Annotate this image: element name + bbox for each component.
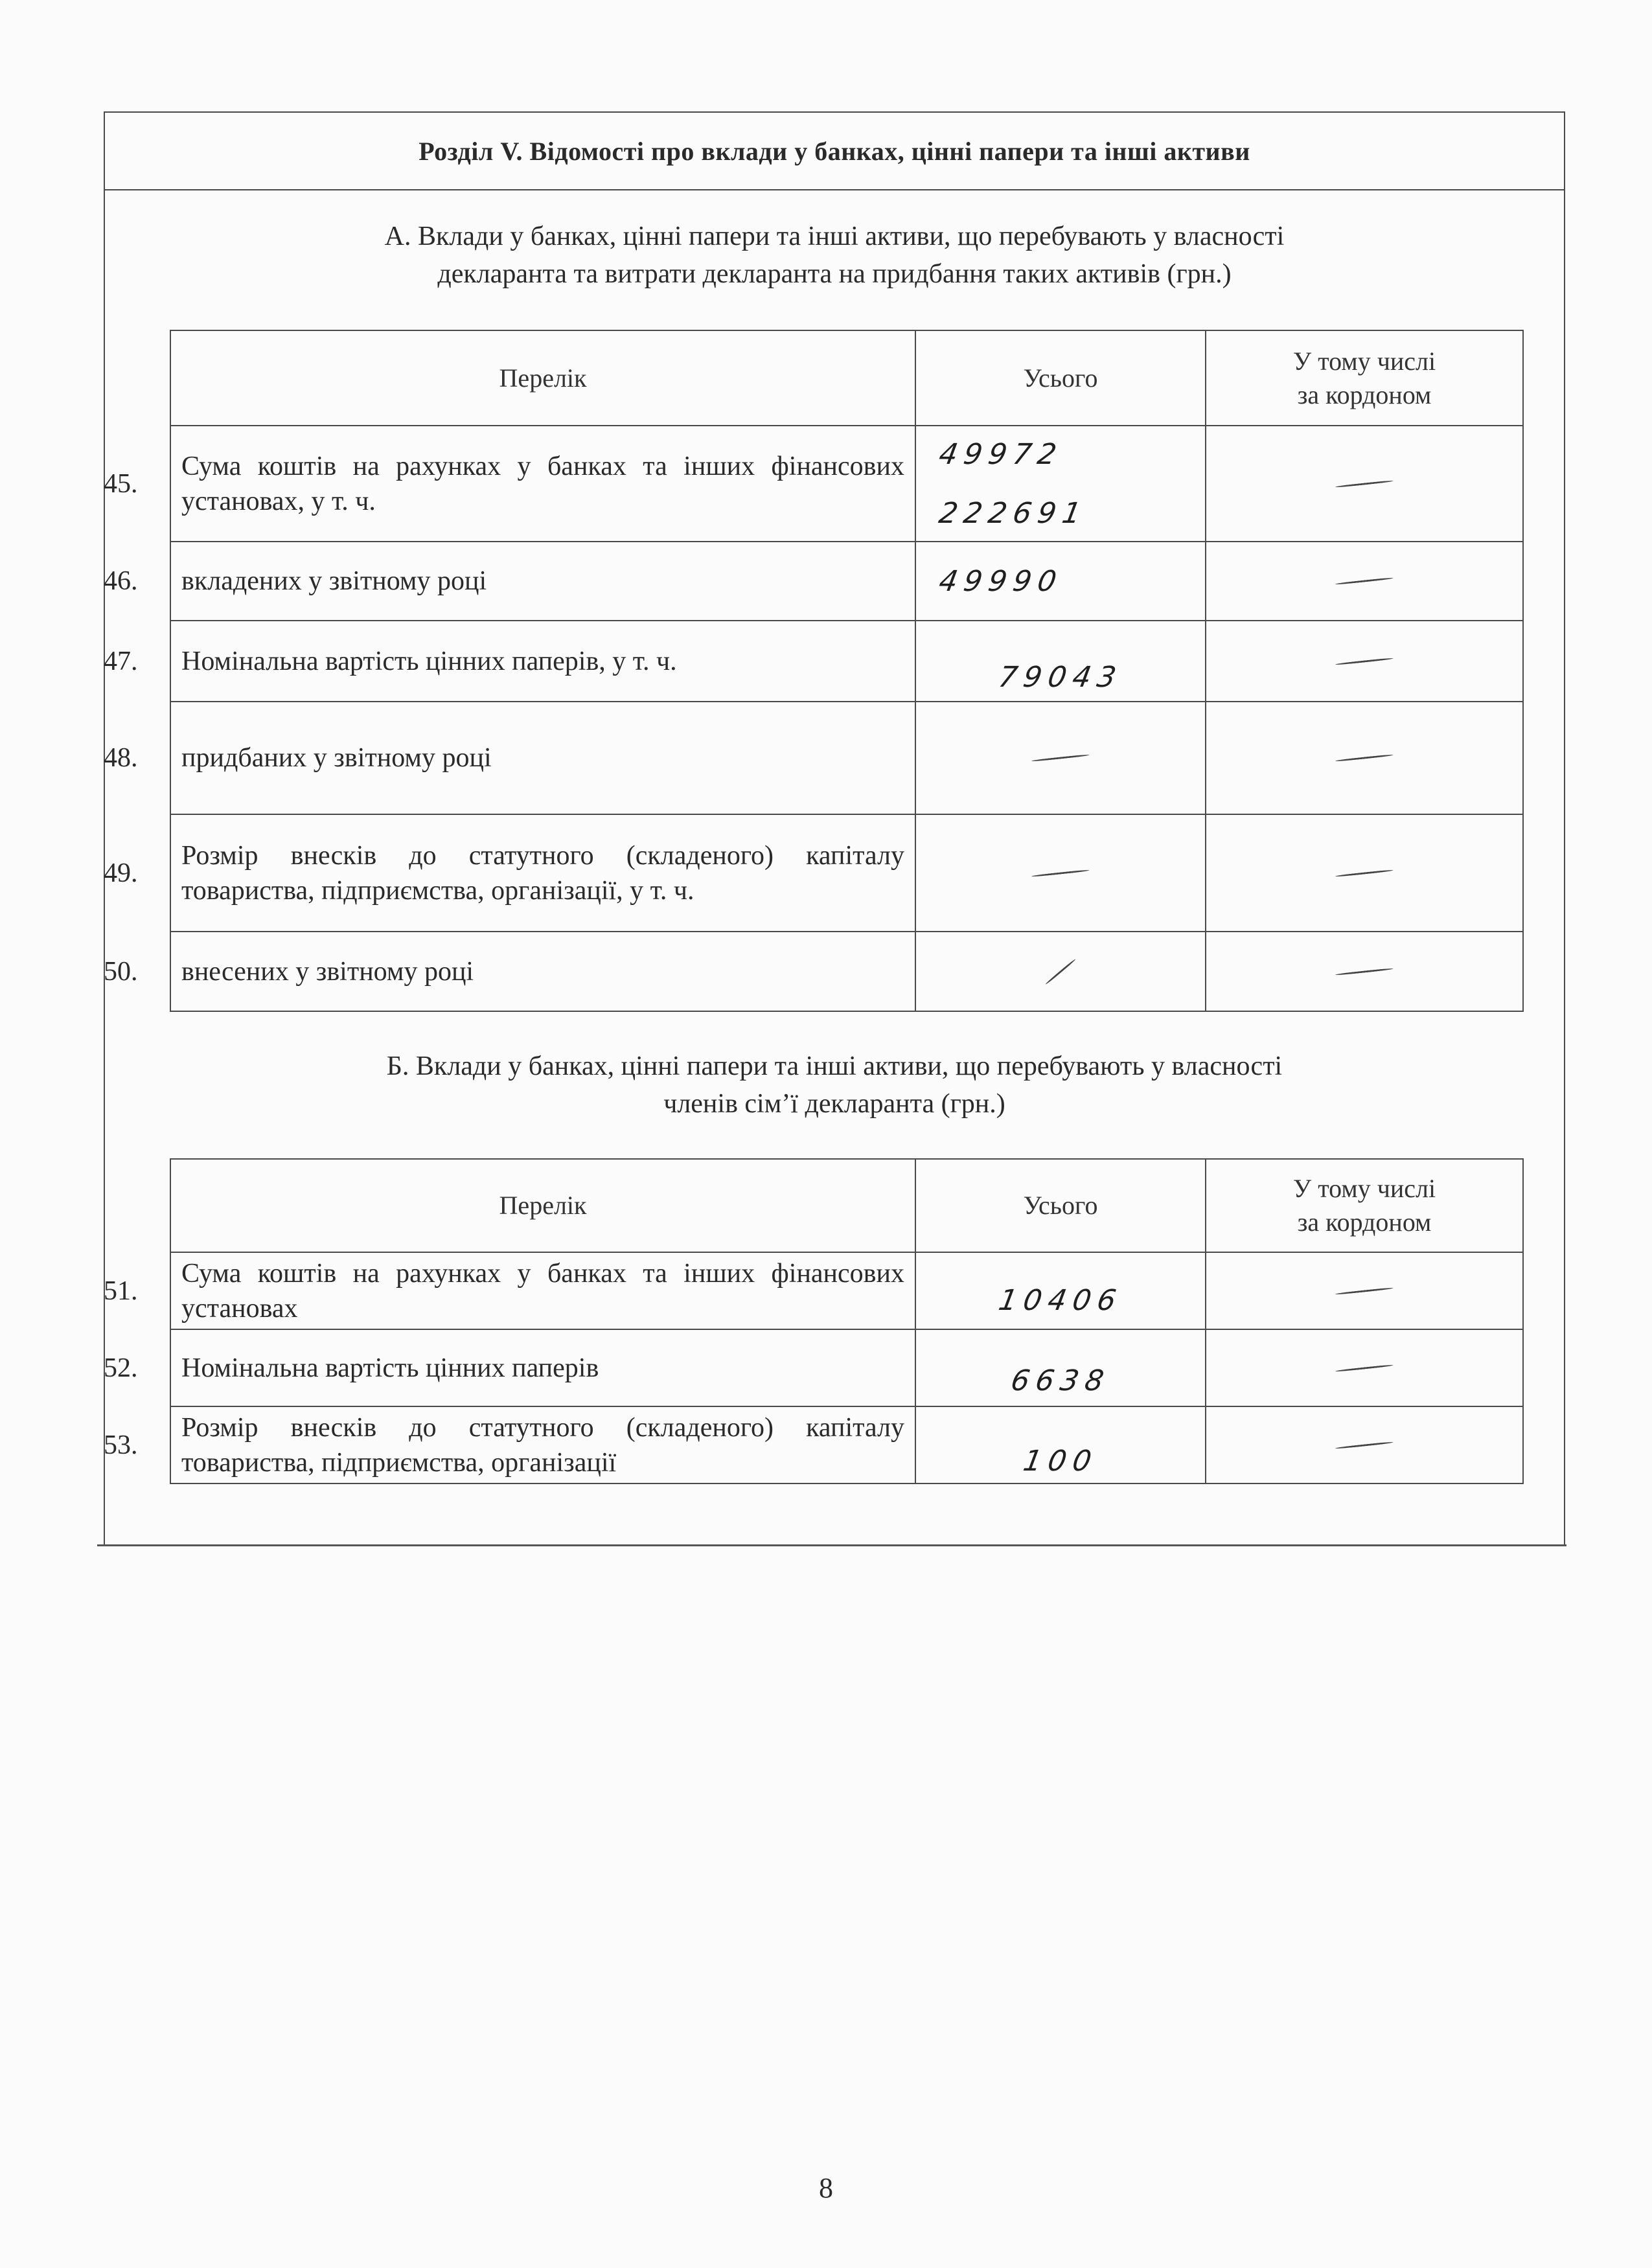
handwritten-dash bbox=[1335, 1287, 1394, 1294]
row-label-cell bbox=[104, 542, 915, 621]
table-row bbox=[170, 814, 1523, 932]
row-label: вкладених у звітному році bbox=[181, 566, 487, 596]
row-label: Сума коштів на рахунках у банках та інших фінансових установах, у т. ч. bbox=[181, 451, 904, 516]
abroad-cell[interactable] bbox=[1206, 1252, 1523, 1329]
table-row bbox=[170, 621, 1523, 702]
row-label: Розмір внесків до статутного (складеного) капіталу товариства, підприємства, організації bbox=[181, 1412, 904, 1478]
handwritten-dash bbox=[1335, 967, 1394, 975]
row-number: 49. bbox=[104, 858, 138, 888]
table-row bbox=[170, 932, 1523, 1011]
table-header-row bbox=[170, 1159, 1523, 1252]
section-frame bbox=[104, 111, 1565, 1544]
row-number: 46. bbox=[104, 566, 138, 596]
row-label-cell bbox=[104, 932, 915, 1011]
row-label: придбаних у звітному році bbox=[181, 743, 492, 773]
handwritten-dash bbox=[1335, 479, 1394, 487]
part-b-heading-line1: Б. Вклади у банках, цінні папери та інші активи, що перебувають у власності bbox=[386, 1051, 1283, 1081]
abroad-cell[interactable] bbox=[1206, 426, 1523, 542]
handwritten-value: 49972 bbox=[936, 437, 1066, 471]
part-b-heading-line2: членів сім’ї декларанта (грн.) bbox=[663, 1089, 1005, 1119]
abroad-cell[interactable] bbox=[1206, 932, 1523, 1011]
row-label: Номінальна вартість цінних паперів bbox=[181, 1353, 599, 1383]
abroad-cell[interactable] bbox=[1206, 814, 1523, 932]
handwritten-value: 100 bbox=[1020, 1445, 1101, 1478]
table-row bbox=[170, 702, 1523, 814]
row-label-cell bbox=[104, 1329, 915, 1406]
row-number: 51. bbox=[104, 1276, 138, 1306]
row-label: внесених у звітному році bbox=[181, 956, 474, 987]
handwritten-dash bbox=[1031, 754, 1090, 762]
column-header-abroad bbox=[1206, 1159, 1523, 1252]
handwritten-value: 49990 bbox=[936, 564, 1066, 598]
row-number: 52. bbox=[104, 1353, 138, 1383]
column-header-list: Перелік bbox=[170, 1159, 915, 1252]
row-label-cell bbox=[104, 621, 915, 702]
row-number: 50. bbox=[104, 956, 138, 987]
row-number: 48. bbox=[104, 743, 138, 773]
abroad-cell[interactable] bbox=[1206, 1406, 1523, 1483]
handwritten-value: 79043 bbox=[996, 661, 1125, 694]
row-number: 53. bbox=[104, 1430, 138, 1460]
row-number: 45. bbox=[104, 468, 138, 499]
total-cell[interactable] bbox=[915, 1406, 1206, 1483]
column-header-abroad bbox=[1206, 330, 1523, 426]
handwritten-dash bbox=[1335, 754, 1394, 762]
handwritten-value: 6638 bbox=[1008, 1364, 1113, 1397]
abroad-cell[interactable] bbox=[1206, 1329, 1523, 1406]
total-cell[interactable] bbox=[915, 621, 1206, 702]
row-label: Розмір внесків до статутного (складеного) капіталу товариства, підприємства, організації, у т. ч. bbox=[181, 840, 904, 906]
total-cell[interactable] bbox=[915, 426, 1206, 542]
row-label-cell bbox=[104, 426, 915, 542]
total-cell[interactable] bbox=[915, 1252, 1206, 1329]
column-header-list: Перелік bbox=[170, 330, 915, 426]
part-a-heading-line1: А. Вклади у банках, цінні папери та інші активи, що перебувають у власності bbox=[384, 222, 1285, 251]
handwritten-dash bbox=[1335, 657, 1394, 665]
part-a-heading-line2: декларанта та витрати декларанта на придбання таких активів (грн.) bbox=[437, 259, 1232, 289]
row-label: Сума коштів на рахунках у банках та інших фінансових установах bbox=[181, 1258, 904, 1323]
row-label-cell bbox=[104, 1252, 915, 1329]
row-label-cell bbox=[104, 1406, 915, 1483]
section-title-bar bbox=[105, 113, 1564, 190]
handwritten-dash bbox=[1335, 869, 1394, 876]
column-header-abroad-line2: за кордоном bbox=[1297, 1208, 1432, 1237]
total-cell[interactable] bbox=[915, 542, 1206, 621]
handwritten-dash bbox=[1335, 1441, 1394, 1449]
table-row bbox=[170, 426, 1523, 542]
table-row bbox=[170, 542, 1523, 621]
row-label-cell bbox=[104, 814, 915, 932]
abroad-cell[interactable] bbox=[1206, 621, 1523, 702]
part-b-table bbox=[104, 1158, 1524, 1484]
part-b-heading bbox=[105, 1048, 1564, 1123]
column-header-abroad-line1: У тому числі bbox=[1292, 346, 1436, 376]
section-title: Розділ V. Відомості про вклади у банках, цінні папери та інші активи bbox=[419, 136, 1250, 166]
total-cell[interactable] bbox=[915, 932, 1206, 1011]
part-a-heading bbox=[105, 218, 1564, 293]
section-frame-bottom-line bbox=[97, 1544, 1566, 1546]
total-cell[interactable] bbox=[915, 702, 1206, 814]
table-row bbox=[170, 1329, 1523, 1406]
column-header-abroad-line2: за кордоном bbox=[1297, 380, 1432, 409]
handwritten-dash bbox=[1335, 577, 1394, 585]
handwritten-dash bbox=[1335, 1364, 1394, 1371]
part-a-table bbox=[104, 330, 1524, 1012]
page-number: 8 bbox=[819, 2172, 833, 2204]
abroad-cell[interactable] bbox=[1206, 542, 1523, 621]
row-number: 47. bbox=[104, 646, 138, 676]
table-header-row bbox=[170, 330, 1523, 426]
table-row bbox=[170, 1252, 1523, 1329]
total-cell[interactable] bbox=[915, 814, 1206, 932]
abroad-cell[interactable] bbox=[1206, 702, 1523, 814]
column-header-total: Усього bbox=[915, 330, 1206, 426]
handwritten-dash bbox=[1045, 958, 1076, 985]
total-cell[interactable] bbox=[915, 1329, 1206, 1406]
handwritten-value: 10406 bbox=[996, 1284, 1125, 1317]
column-header-abroad-line1: У тому числі bbox=[1292, 1174, 1436, 1203]
column-header-total: Усього bbox=[915, 1159, 1206, 1252]
handwritten-value: 222691 bbox=[936, 496, 1090, 530]
row-label: Номінальна вартість цінних паперів, у т. ч. bbox=[181, 646, 677, 676]
table-row bbox=[170, 1406, 1523, 1483]
handwritten-dash bbox=[1031, 869, 1090, 876]
row-label-cell bbox=[104, 702, 915, 814]
